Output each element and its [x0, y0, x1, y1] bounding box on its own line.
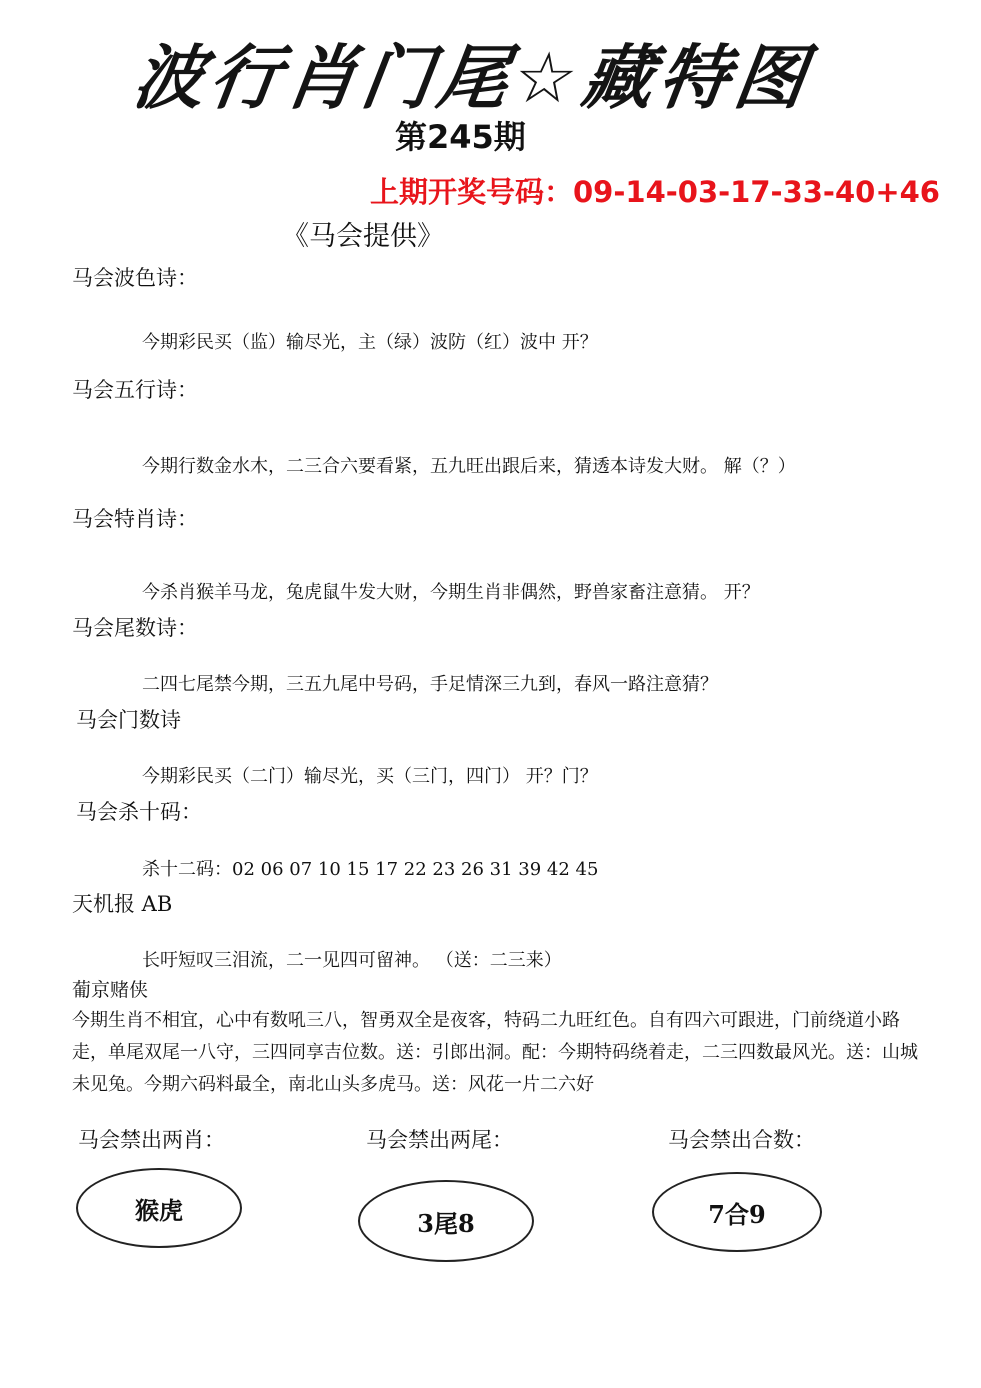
ban-tail-value: 3尾8 — [417, 1208, 475, 1238]
section-text-wave-color: 今期彩民买（监）输尽光，主（绿）波防（红）波中 开？ — [142, 332, 598, 353]
section-label-tianji: 天机报 AB — [72, 892, 173, 916]
section-text-tail-number: 二四七尾禁今期，三五九尾中号码，手足情深三九到，春风一路注意猜？ — [142, 674, 718, 695]
section-text-kill-numbers: 杀十二码：02 06 07 10 15 17 22 23 26 31 39 42 45 — [142, 859, 599, 880]
ban-tail-label: 马会禁出两尾： — [366, 1128, 513, 1152]
issue-number: 第245期 — [395, 118, 526, 156]
ban-sum-oval — [652, 1172, 822, 1252]
ban-zodiac-label: 马会禁出两肖： — [78, 1128, 225, 1152]
section-label-tail-number: 马会尾数诗： — [72, 616, 198, 640]
section-text-tianji: 长吁短叹三泪流，二一见四可留神。 （送：二三来） — [142, 950, 562, 971]
section-text-zodiac: 今杀肖猴羊马龙，兔虎鼠牛发大财，今期生肖非偶然，野兽家畜注意猜。 开？ — [142, 582, 760, 603]
ban-tail-oval — [358, 1180, 534, 1262]
ban-sum-value: 7合9 — [708, 1199, 766, 1229]
last-draw-numbers: 上期开奖号码：09-14-03-17-33-40+46 — [370, 175, 940, 209]
ban-sum-label: 马会禁出合数： — [668, 1128, 815, 1152]
section-text-door-number: 今期彩民买（二门）输尽光，买（三门，四门） 开？门？ — [142, 766, 598, 787]
section-label-wave-color: 马会波色诗： — [72, 266, 198, 290]
section-label-kill-numbers: 马会杀十码： — [76, 800, 202, 824]
section-label-five-elements: 马会五行诗： — [72, 378, 198, 402]
section-text-five-elements: 今期行数金水木，二三合六要看紧，五九旺出跟后来，猜透本诗发大财。 解（？） — [142, 456, 796, 477]
gambler-text: 今期生肖不相宜，心中有数吼三八，智勇双全是夜客，特码二九旺红色。自有四六可跟进，门前绕道小路走，单尾双尾一八守，三四同享吉位数。送：引郎出洞。配：今期特码绕着走，二三四数最风光。送：山城未见兔。今期六码料最全，南北山头多虎马。送：风花一片二六好 — [72, 1010, 918, 1095]
page-title: 波行肖门尾☆藏特图 — [128, 37, 817, 119]
gambler-label: 葡京赌侠 — [72, 979, 149, 1001]
ban-zodiac-value: 猴虎 — [135, 1195, 183, 1225]
section-label-zodiac: 马会特肖诗： — [72, 507, 198, 531]
ban-zodiac-oval — [76, 1168, 242, 1248]
section-label-door-number: 马会门数诗 — [76, 708, 181, 732]
provider-note: 《马会提供》 — [282, 221, 444, 252]
